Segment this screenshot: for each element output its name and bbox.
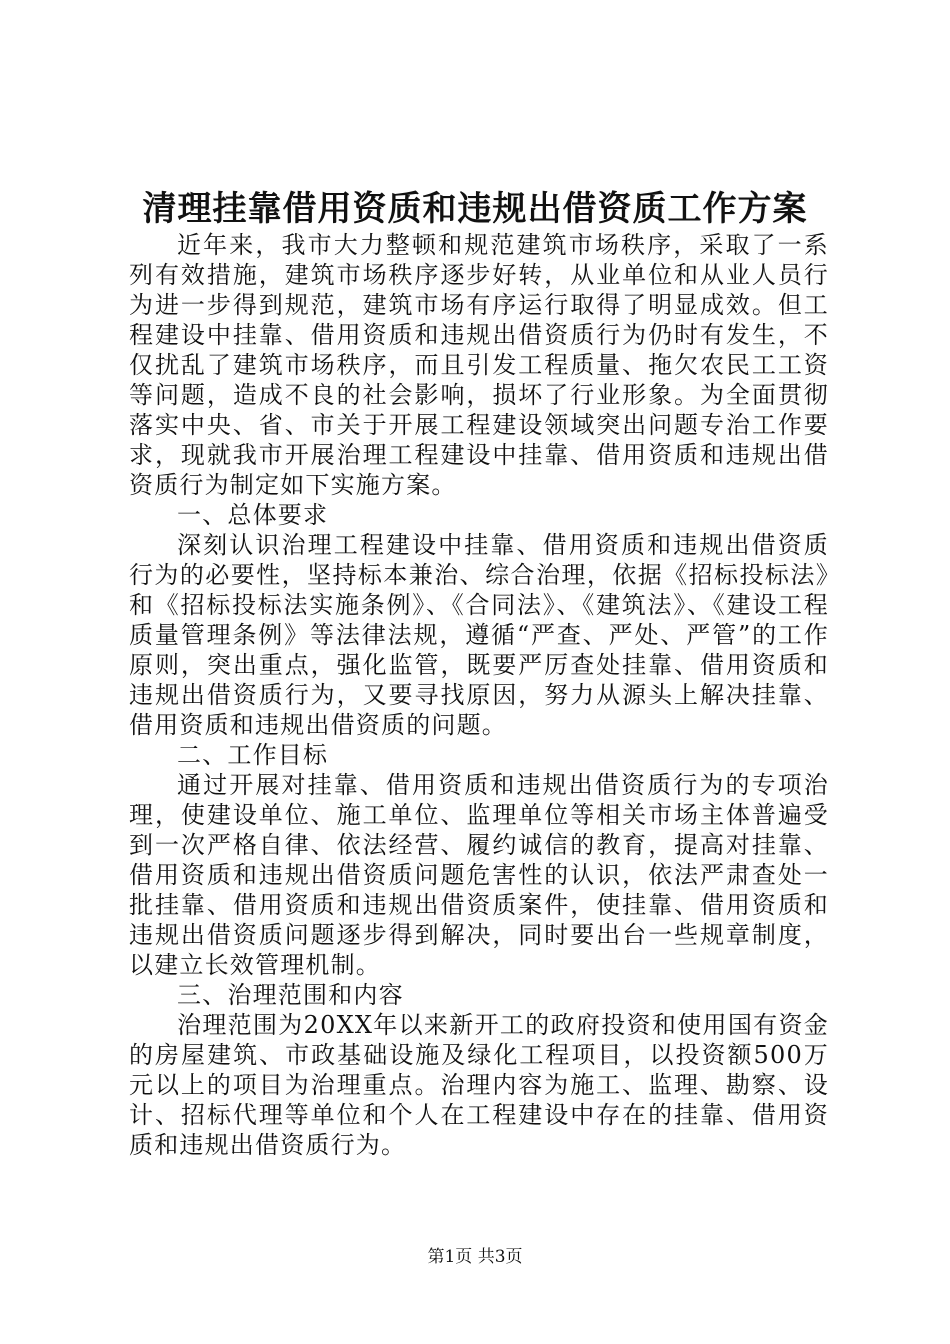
section-heading-scope-and-content: 三、治理范围和内容 xyxy=(177,981,404,1009)
intro-paragraph: 近年来，我市大力整顿和规范建筑市场秩序，采取了一系列有效措施，建筑市场秩序逐步好转，从业单位和从业人员行为进一步得到规范，建筑市场有序运行取得了明显成效。但工程建设中挂靠、借用资质和违规出借资质行为仍时有发生，不仅扰乱了建筑市场秩序，而且引发工程质量、拖欠农民工工资等问题，造成不良的社会影响，损坏了行业形象。为全面贯彻落实中央、省、市关于开展工程建设领域突出问题专治工作要求，现就我市开展治理工程建设中挂靠、借用资质和违规出借资质行为制定如下实施方案。 xyxy=(129,231,829,499)
section-heading-work-goals: 二、工作目标 xyxy=(177,741,329,769)
document-body xyxy=(129,230,829,1160)
section-paragraph-scope-and-content: 治理范围为20XX年以来新开工的政府投资和使用国有资金的房屋建筑、市政基础设施及绿化工程项目，以投资额500万元以上的项目为治理重点。治理内容为施工、监理、勘察、设计、招标代理等单位和个人在工程建设中存在的挂靠、借用资质和违规出借资质行为。 xyxy=(129,1011,829,1159)
page-number-footer: 第1页 共3页 xyxy=(427,1247,523,1267)
section-paragraph-overall-requirements: 深刻认识治理工程建设中挂靠、借用资质和违规出借资质行为的必要性，坚持标本兼治、综合治理，依据《招标投标法》和《招标投标法实施条例》、《合同法》、《建筑法》、《建设工程质量管理条例》等法律法规，遵循“严查、严处、严管”的工作原则，突出重点，强化监管，既要严厉查处挂靠、借用资质和违规出借资质行为，又要寻找原因，努力从源头上解决挂靠、借用资质和违规出借资质的问题。 xyxy=(129,531,829,739)
section-paragraph-work-goals: 通过开展对挂靠、借用资质和违规出借资质行为的专项治理，使建设单位、施工单位、监理单位等相关市场主体普遍受到一次严格自律、依法经营、履约诚信的教育，提高对挂靠、借用资质和违规出借资质问题危害性的认识，依法严肃查处一批挂靠、借用资质和违规出借资质案件，使挂靠、借用资质和违规出借资质问题逐步得到解决，同时要出台一些规章制度，以建立长效管理机制。 xyxy=(129,771,829,979)
section-heading-overall-requirements: 一、总体要求 xyxy=(177,501,329,529)
document-title: 清理挂靠借用资质和违规出借资质工作方案 xyxy=(142,189,808,229)
